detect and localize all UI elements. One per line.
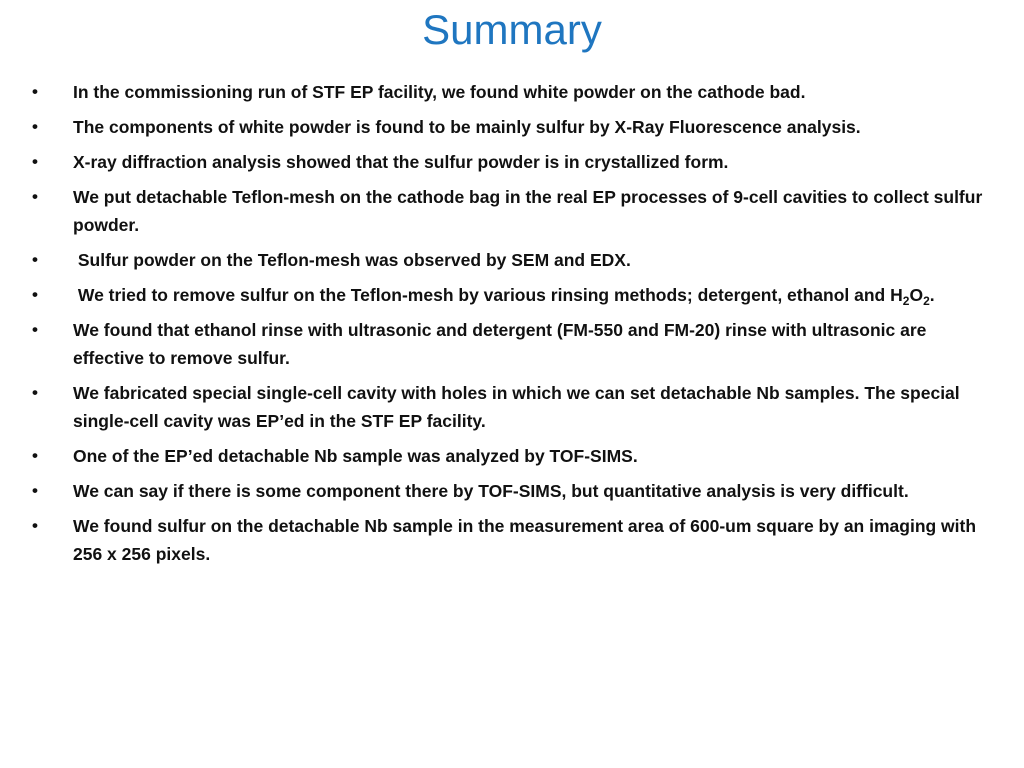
bullet-text: Sulfur powder on the Teflon-mesh was observed by SEM and EDX. xyxy=(73,250,631,270)
bullet-dot-icon: • xyxy=(32,285,38,304)
bullet-text: We found that ethanol rinse with ultrasonic and detergent (FM-550 and FM-20) rinse with ultrasonic are effective to remove sulfur. xyxy=(73,320,927,368)
bullet-item xyxy=(0,281,1024,309)
bullet-text: We put detachable Teflon-mesh on the cathode bag in the real EP processes of 9-cell cavities to collect sulfur powder. xyxy=(73,187,983,235)
bullet-text: The components of white powder is found to be mainly sulfur by X-Ray Fluorescence analysis. xyxy=(73,117,861,137)
bullet-text-rinsing xyxy=(73,285,935,308)
bullet-dot-icon: • xyxy=(32,320,38,339)
bullet-text-part: O xyxy=(909,285,924,305)
bullet-item xyxy=(0,316,1024,372)
bullet-text: We fabricated special single-cell cavity with holes in which we can set detachable Nb samples. The special single-cell cavity was EP’ed in the STF EP facility. xyxy=(73,383,960,431)
bullet-item xyxy=(0,379,1024,435)
bullet-dot-icon: • xyxy=(32,481,38,500)
bullet-dot-icon: • xyxy=(32,82,38,101)
subscript-2: 2 xyxy=(923,294,930,308)
bullet-text: X-ray diffraction analysis showed that the sulfur powder is in crystallized form. xyxy=(73,152,729,172)
bullet-dot-icon: • xyxy=(32,446,38,465)
bullet-list xyxy=(0,78,1024,575)
bullet-dot-icon: • xyxy=(32,152,38,171)
bullet-text-part: . xyxy=(929,285,935,305)
bullet-item xyxy=(0,183,1024,239)
bullet-text: One of the EP’ed detachable Nb sample was analyzed by TOF-SIMS. xyxy=(73,446,638,466)
bullet-dot-icon: • xyxy=(32,250,38,269)
bullet-item xyxy=(0,246,1024,274)
bullet-dot-icon: • xyxy=(32,383,38,402)
bullet-dot-icon: • xyxy=(32,516,38,535)
bullet-text: We can say if there is some component there by TOF-SIMS, but quantitative analysis is very difficult. xyxy=(73,481,909,501)
slide-title: Summary xyxy=(422,6,602,53)
bullet-item xyxy=(0,148,1024,176)
bullet-text: We found sulfur on the detachable Nb sample in the measurement area of 600-um square by an imaging with 256 x 256 pixels. xyxy=(73,516,977,564)
bullet-dot-icon: • xyxy=(32,117,38,136)
bullet-item xyxy=(0,477,1024,505)
bullet-item xyxy=(0,442,1024,470)
bullet-item xyxy=(0,113,1024,141)
bullet-item xyxy=(0,78,1024,106)
bullet-item xyxy=(0,512,1024,568)
bullet-dot-icon: • xyxy=(32,187,38,206)
subscript-2: 2 xyxy=(902,294,910,308)
bullet-text-part: We tried to remove sulfur on the Teflon-mesh by various rinsing methods; detergent, ethanol and H xyxy=(73,285,903,305)
bullet-text: In the commissioning run of STF EP facility, we found white powder on the cathode bad. xyxy=(73,82,806,102)
